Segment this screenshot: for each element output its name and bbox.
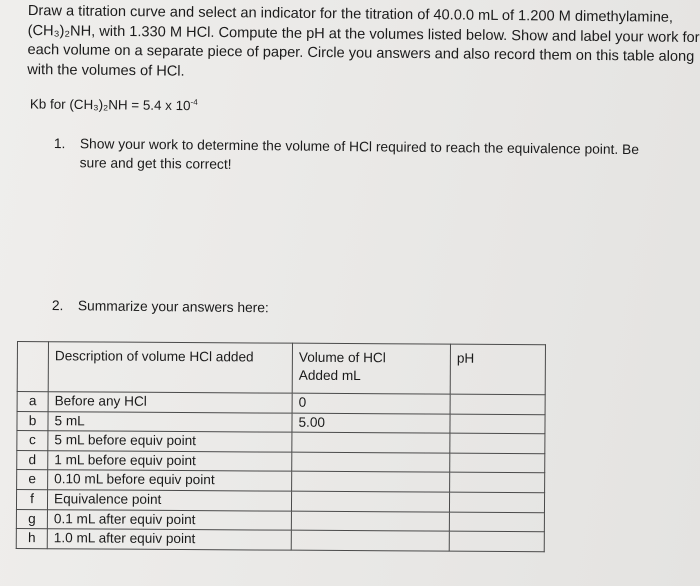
row-description: Before any HCl [48,392,292,413]
row-description: 5 mL before equiv point [48,431,292,452]
question-2-text: Summarize your answers here: [77,298,269,316]
row-label: a [17,392,48,412]
table-row [17,470,545,493]
row-label: c [17,431,48,451]
row-ph [450,453,545,473]
row-label: h [16,529,47,549]
table-header-row [17,342,545,395]
instructions-paragraph [27,2,700,87]
kb-text: Kb for (CH₃)₂NH = 5.4 x 10 [29,96,191,114]
question-2 [52,296,452,320]
row-description: 0.1 mL after equiv point [47,509,291,530]
question-1-line-2: sure and get this correct! [79,155,232,172]
table-row [16,529,544,552]
row-ph [449,512,544,532]
table-row [16,509,544,532]
instructions-line-4: with the volumes of HCl. [27,61,185,80]
header-volume [292,343,450,394]
header-label-cell [17,342,48,392]
header-volume-line-2: Added mL [298,367,361,384]
row-label: e [17,470,48,490]
row-description: 0.10 mL before equiv point [48,470,292,491]
instructions-line-1: Draw a titration curve and select an indicator for the titration of 40.0.0 mL of 1.200 M dimethylamine, [27,2,674,26]
row-volume [292,472,450,493]
row-description: 1 mL before equiv point [48,450,292,471]
table-row [17,431,545,454]
row-volume [291,511,449,532]
table-row [17,392,545,415]
row-ph [450,473,545,493]
row-label: f [16,489,47,509]
row-volume [292,452,450,473]
row-ph [449,492,544,512]
row-label: b [17,411,48,431]
question-2-number: 2. [51,297,64,314]
question-1-line-1: Show your work to determine the volume of HCl required to reach the equivalence point. Be [79,136,640,158]
row-ph [449,531,544,551]
header-volume-line-1: Volume of HCl [298,349,386,366]
kb-exponent: -4 [190,97,198,107]
table-row [16,489,544,512]
row-description: 1.0 mL after equiv point [47,529,291,550]
question-1-number: 1. [53,135,66,152]
table-row [17,450,545,473]
row-label: d [17,450,48,470]
row-label: g [16,509,47,529]
answers-table [16,341,546,552]
header-description: Description of volume HCl added [48,342,292,393]
kb-value [30,96,198,113]
row-volume: 5.00 [292,413,450,434]
row-volume [291,530,449,551]
row-volume [291,491,449,512]
row-description: 5 mL [48,411,292,432]
row-ph [450,433,545,453]
row-ph [450,394,545,414]
instructions-line-3: each volume on a separate piece of paper. Circle you answers and also record them on this table along [27,42,695,66]
header-ph: pH [450,344,545,395]
row-description: Equivalence point [47,490,291,511]
row-ph [450,414,545,434]
question-1 [54,134,674,180]
instructions-line-2: (CH₃)₂NH, with 1.330 M HCl. Compute the pH at the volumes listed below. Show and label your work for [27,22,700,46]
row-volume: 0 [292,393,450,414]
row-volume [292,432,450,453]
